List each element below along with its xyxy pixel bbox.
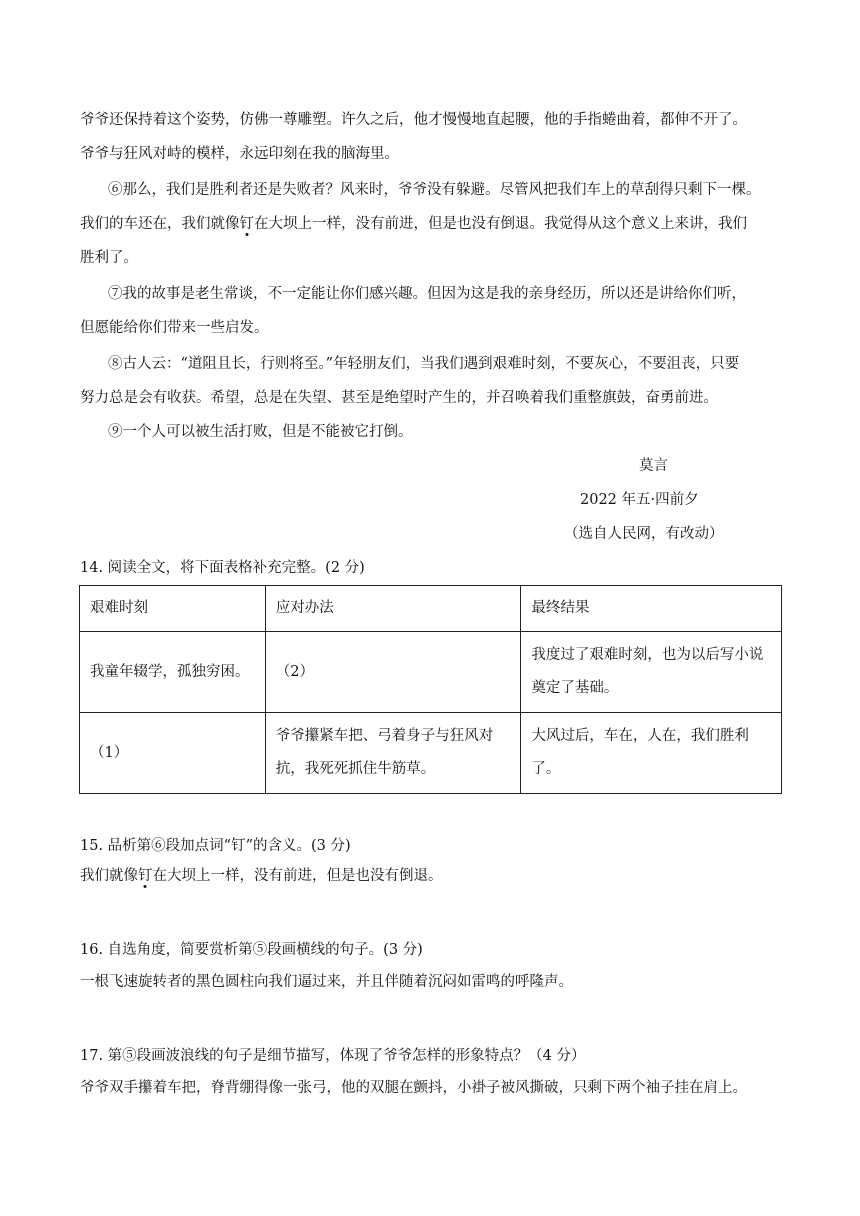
question-15-prompt: 15. 品析第⑥段加点词“钉”的含义。(3 分) <box>80 838 351 854</box>
passage-line: 爷爷与狂风对峙的模样，永远印刻在我的脑海里。 <box>80 146 399 162</box>
paragraph-8-line: ⑧古人云：“道阻且长，行则将至。”年轻朋友们，当我们遇到艰难时刻，不要灰心，不要沮丧，只要 <box>108 356 740 372</box>
question-17-prompt: 17. 第⑤段画波浪线的句子是细节描写，体现了爷爷怎样的形象特点？（4 分） <box>80 1048 586 1064</box>
table-row <box>80 713 782 794</box>
question-15-sentence: 我们就像钉在大坝上一样，没有前进，但是也没有倒退。 <box>80 868 443 884</box>
table-header-row <box>80 586 782 632</box>
paragraph-6-line: ⑥那么，我们是胜利者还是失败者？风来时，爷爷没有躲避。尽管风把我们车上的草刮得只剩下一棵。 <box>108 182 761 198</box>
table-header: 艰难时刻 <box>80 586 266 632</box>
question-16-sentence: 一根飞速旋转者的黑色圆柱向我们逼过来，并且伴随着沉闷如雷鸣的呼隆声。 <box>80 974 573 990</box>
table-header: 应对办法 <box>265 586 521 632</box>
source: （选自人民网，有改动） <box>564 526 724 542</box>
table-cell: 我度过了艰难时刻，也为以后写小说 奠定了基础。 <box>521 632 782 713</box>
paragraph-8-line: 努力总是会有收获。希望，总是在失望、甚至是绝望时产生的，并召唤着我们重整旗鼓，奋勇前进。 <box>80 390 718 406</box>
dotted-word: 钉 <box>239 216 254 232</box>
paragraph-9-line: ⑨一个人可以被生活打败，但是不能被它打倒。 <box>108 424 413 440</box>
author: 莫言 <box>639 458 668 474</box>
paragraph-7-line: ⑦我的故事是老生常谈，不一定能让你们感兴趣。但因为这是我的亲身经历，所以还是讲给你们听， <box>108 286 746 302</box>
table-header: 最终结果 <box>521 586 782 632</box>
table-cell: 大风过后，车在，人在，我们胜利了。 <box>521 713 782 794</box>
blank-cell[interactable]: （1） <box>80 713 266 794</box>
table-cell: 爷爷攥紧车把、弓着身子与狂风对 抗，我死死抓住牛筋草。 <box>265 713 521 794</box>
question-17-sentence: 爷爷双手攥着车把，脊背绷得像一张弓，他的双腿在颤抖，小褂子被风撕破，只剩下两个袖子挂在肩上。 <box>80 1080 747 1096</box>
table-row <box>80 632 782 713</box>
passage-line: 爷爷还保持着这个姿势，仿佛一尊雕塑。许久之后，他才慢慢地直起腰，他的手指蜷曲着，都伸不开了。 <box>80 112 747 128</box>
paragraph-7-line: 但愿能给你们带来一些启发。 <box>80 320 269 336</box>
dotted-word: 钉 <box>138 868 153 884</box>
question-16-prompt: 16. 自选角度，简要赏析第⑤段画横线的句子。(3 分) <box>80 942 423 958</box>
question-14-prompt: 14. 阅读全文，将下面表格补充完整。(2 分) <box>80 560 365 576</box>
date: 2022 年五·四前夕 <box>580 492 699 508</box>
table-cell: 我童年辍学，孤独穷困。 <box>80 632 266 713</box>
answer-table <box>79 585 782 794</box>
paragraph-6-line: 胜利了。 <box>80 250 138 266</box>
paragraph-6-line: 我们的车还在，我们就像钉在大坝上一样，没有前进，但是也没有倒退。我觉得从这个意义上来讲，我们 <box>80 216 747 232</box>
blank-cell[interactable]: （2） <box>265 632 521 713</box>
